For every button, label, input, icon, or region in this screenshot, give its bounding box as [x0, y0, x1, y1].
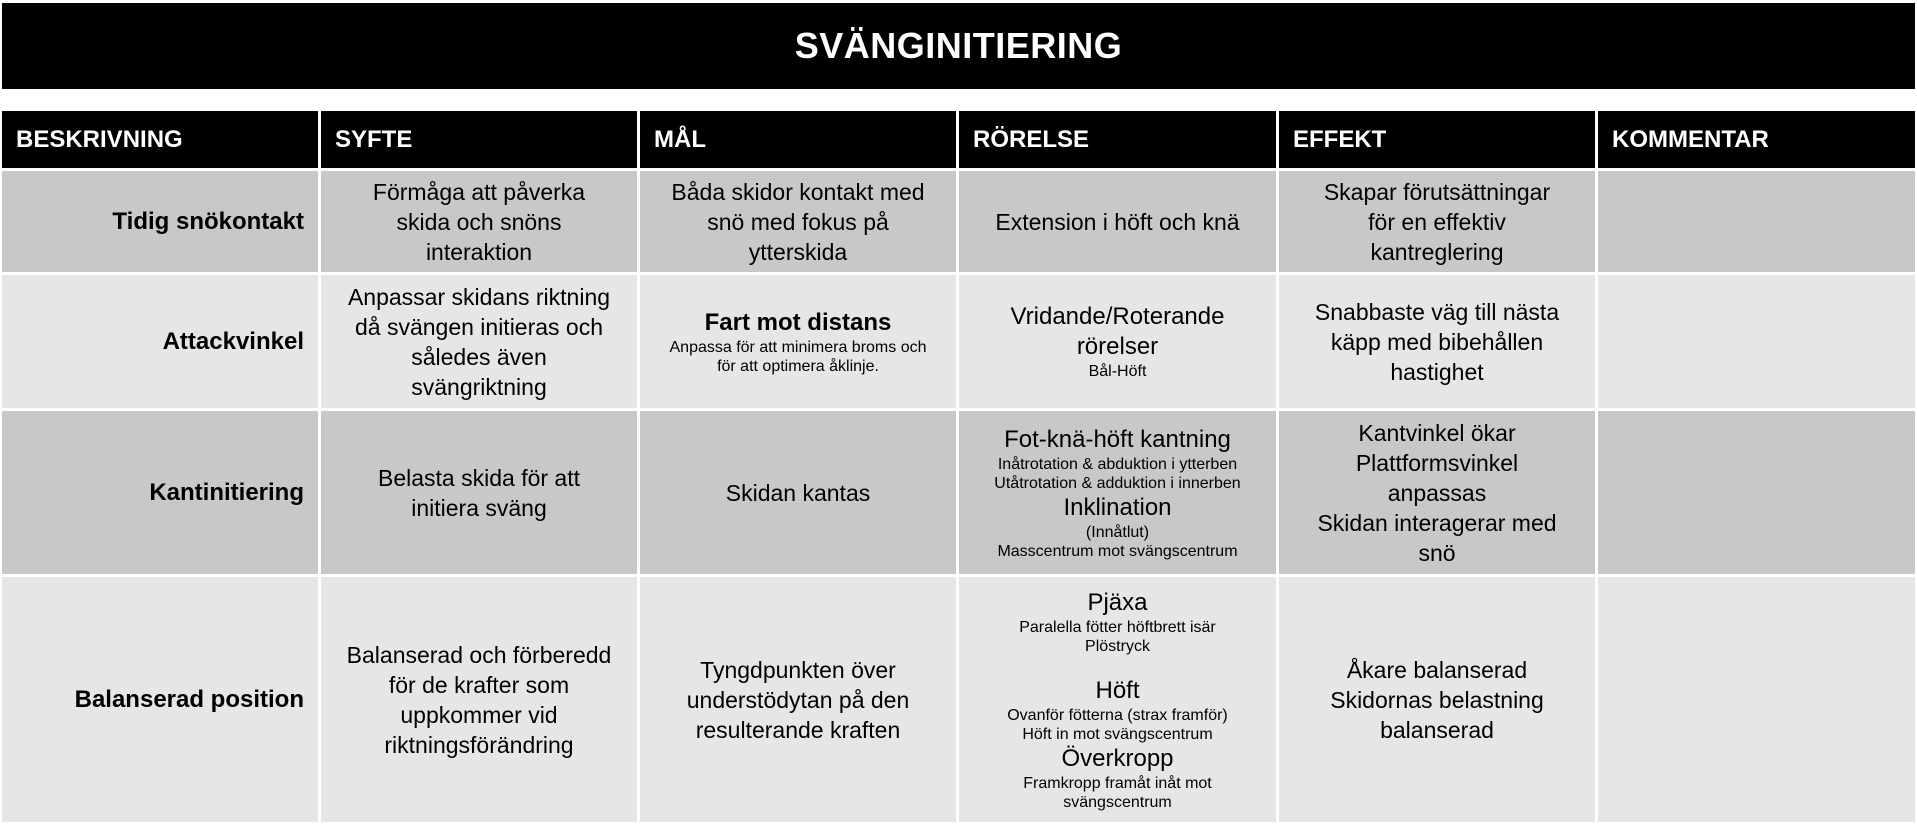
text-line: snö: [1418, 539, 1456, 566]
table-row: [2, 411, 1915, 574]
row-label: Tidig snökontakt: [2, 171, 318, 272]
text-line: svängriktning: [411, 373, 547, 400]
mal-cell: [640, 577, 956, 822]
effekt-cell: [1279, 411, 1595, 574]
text-line: för en effektiv: [1368, 208, 1506, 235]
kommentar-cell: [1598, 411, 1915, 574]
text-line: Förmåga att påverka: [372, 178, 586, 205]
effekt-cell: [1279, 275, 1595, 408]
rorelse-title: Höft: [1095, 676, 1140, 704]
text-line: Skidornas belastning: [1330, 686, 1544, 713]
text-line: riktningsförändring: [384, 731, 574, 758]
text-line: Skapar förutsättningar: [1323, 178, 1551, 205]
mal-subtext: för att optimera åklinje.: [717, 357, 879, 375]
rorelse-title: Inklination: [1063, 493, 1172, 521]
text-line: Tyngdpunkten över: [700, 656, 896, 683]
rorelse-subtext: Plöstryck: [1085, 637, 1150, 655]
rorelse-subtext: Framkropp framåt inåt mot: [1023, 774, 1212, 792]
text-line: Extension i höft och knä: [995, 208, 1240, 235]
rorelse-cell: [959, 577, 1276, 822]
rorelse-cell: [959, 411, 1276, 574]
text-line: hastighet: [1390, 358, 1484, 385]
table-row: [2, 275, 1915, 408]
text-line: understödytan på den: [686, 686, 910, 713]
kommentar-cell: [1598, 577, 1915, 822]
header-kommentar: KOMMENTAR: [1598, 111, 1915, 168]
syfte-cell: [321, 275, 637, 408]
header-rorelse: RÖRELSE: [959, 111, 1276, 168]
page-title: SVÄNGINITIERING: [2, 3, 1915, 89]
text-line: käpp med bibehållen: [1330, 328, 1544, 355]
rorelse-subtext: svängscentrum: [1063, 793, 1172, 811]
text-line: då svängen initieras och: [354, 313, 604, 340]
rorelse-subtext: Masscentrum mot svängscentrum: [997, 542, 1238, 560]
text-line: uppkommer vid: [400, 701, 558, 728]
rorelse-title: Vridande/Roterande: [1010, 303, 1225, 330]
header-effekt: EFFEKT: [1279, 111, 1595, 168]
text-line: skida och snöns: [396, 208, 562, 235]
effekt-cell: [1279, 171, 1595, 272]
kommentar-cell: [1598, 275, 1915, 408]
text-line: Åkare balanserad: [1346, 656, 1528, 683]
header-row: [2, 111, 1915, 168]
rorelse-title: Fot-knä-höft kantning: [1004, 425, 1231, 453]
text-line: Plattformsvinkel: [1355, 449, 1519, 476]
syfte-cell: [321, 411, 637, 574]
rorelse-subtext: Höft in mot svängscentrum: [1022, 725, 1213, 743]
table-row: [2, 577, 1915, 822]
mal-subtext: Anpassa för att minimera broms och: [669, 338, 927, 356]
mal-title: Fart mot distans: [704, 308, 892, 336]
mal-cell: [640, 171, 956, 272]
header-mal: MÅL: [640, 111, 956, 168]
text-line: anpassas: [1387, 479, 1487, 506]
rorelse-subtext: Inåtrotation & abduktion i ytterben: [997, 455, 1238, 473]
text-line: Båda skidor kontakt med: [671, 178, 925, 205]
mal-cell: [640, 275, 956, 408]
rorelse-subtext: Paralella fötter höftbrett isär: [1019, 618, 1216, 636]
text-line: Anpassar skidans riktning: [347, 283, 611, 310]
text-line: ytterskida: [748, 238, 848, 265]
row-label: Kantinitiering: [2, 411, 318, 574]
text-line: Snabbaste väg till nästa: [1314, 298, 1560, 325]
rorelse-subtext: Bål-Höft: [1088, 363, 1147, 380]
text-line: Skidan interagerar med: [1317, 509, 1557, 536]
rorelse-subtext: (Innåtlut): [1085, 523, 1150, 541]
text-line: Belasta skida för att: [378, 464, 580, 491]
text-line: Skidan kantas: [725, 479, 871, 506]
rorelse-title: rörelser: [1076, 333, 1159, 360]
syfte-cell: [321, 577, 637, 822]
row-label: Attackvinkel: [2, 275, 318, 408]
syfte-cell: [321, 171, 637, 272]
text-line: således även: [411, 343, 547, 370]
header-syfte: SYFTE: [321, 111, 637, 168]
rorelse-cell: [959, 275, 1276, 408]
header-beskrivning: BESKRIVNING: [2, 111, 318, 168]
rorelse-title: Pjäxa: [1087, 588, 1148, 616]
text-line: för de krafter som: [388, 671, 570, 698]
table-row: [2, 171, 1915, 272]
mal-cell: [640, 411, 956, 574]
effekt-cell: [1279, 577, 1595, 822]
rorelse-cell: [959, 171, 1276, 272]
rorelse-subtext: Utåtrotation & adduktion i innerben: [994, 474, 1241, 492]
rorelse-title: Överkropp: [1061, 744, 1174, 772]
text-line: resulterande kraften: [695, 716, 901, 743]
text-line: snö med fokus på: [707, 208, 889, 235]
text-line: Balanserad och förberedd: [346, 641, 612, 668]
text-line: Kantvinkel ökar: [1358, 419, 1516, 446]
text-line: kantreglering: [1370, 238, 1504, 265]
matrix-table: [2, 111, 1915, 822]
rorelse-subtext: Ovanför fötterna (strax framför): [1007, 706, 1228, 724]
text-line: interaktion: [425, 238, 533, 265]
text-line: initiera sväng: [411, 494, 547, 521]
kommentar-cell: [1598, 171, 1915, 272]
text-line: balanserad: [1380, 716, 1494, 743]
row-label: Balanserad position: [2, 577, 318, 822]
